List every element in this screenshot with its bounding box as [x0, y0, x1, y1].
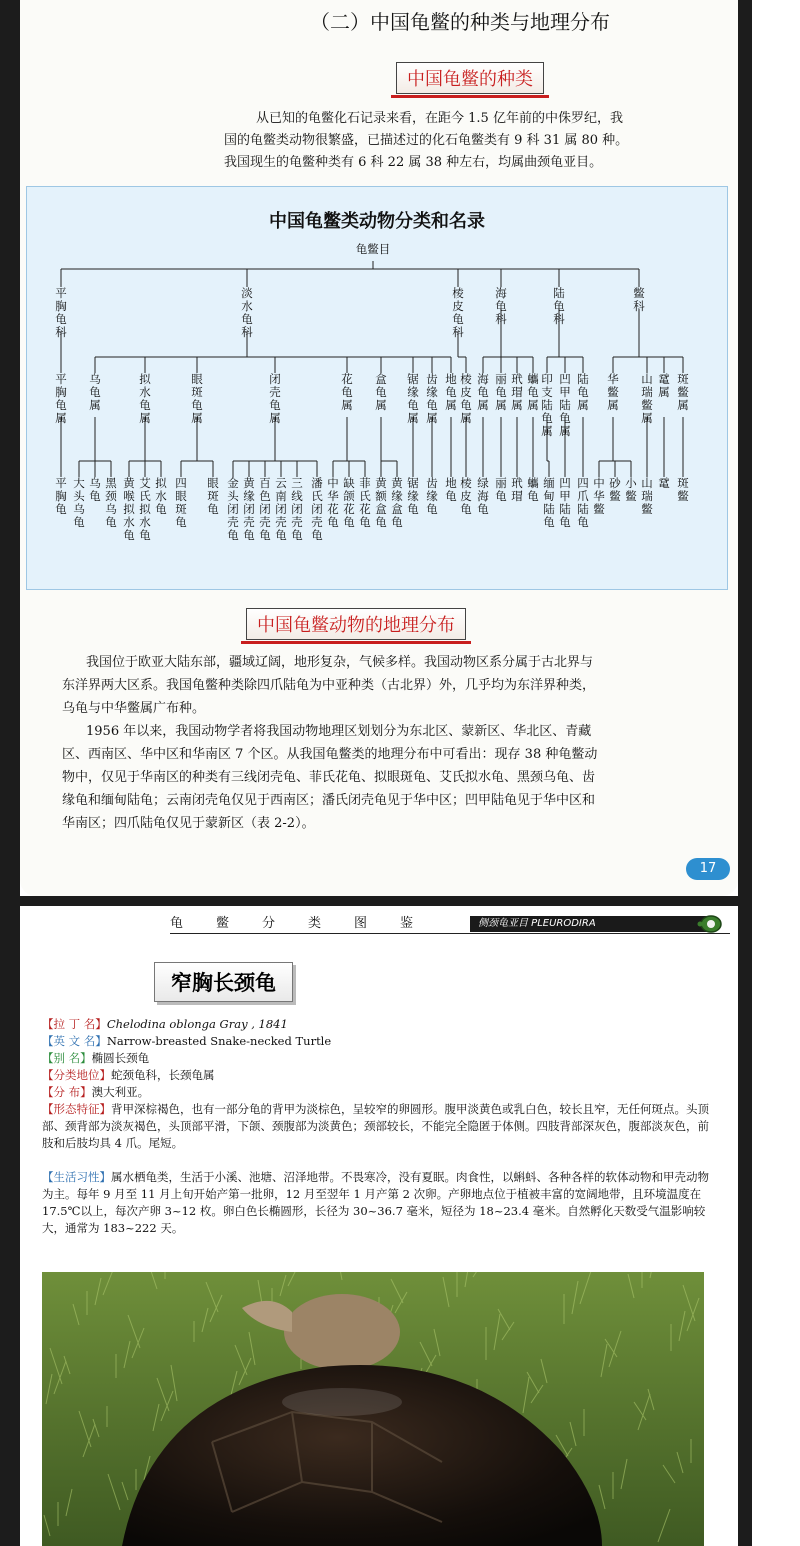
genus-label: 华鳖属 — [607, 372, 619, 412]
genus-label: 锯缘龟属 — [407, 372, 419, 425]
book-page-species — [20, 906, 738, 1546]
heading-geo: 中国龟鳖动物的地理分布 — [246, 608, 466, 640]
species-label: 黄喉拟水龟 — [123, 476, 135, 542]
species-label: 云南闭壳龟 — [275, 476, 287, 542]
genus-label: 乌龟属 — [89, 372, 101, 412]
running-head-rule — [170, 933, 730, 934]
species-label: 砂鳖 — [609, 476, 621, 503]
geo-line: 我国位于欧亚大陆东部，疆域辽阔，地形复杂，气候多样。我国动物区系分属于古北界与 — [86, 655, 594, 670]
genus-label: 斑鳖属 — [677, 372, 689, 412]
genus-label: 盒龟属 — [375, 372, 387, 412]
geo-line: 区、西南区、华中区和华南区 7 个区。从我国龟鳖类的地理分布中可看出：现存 38 种龟鳖动 — [62, 747, 598, 762]
species-label: 三线闭壳龟 — [291, 476, 303, 542]
genus-label: 陆龟属 — [577, 372, 589, 412]
species-label: 山瑞鳖 — [641, 476, 653, 516]
genus-label: 拟水龟属 — [139, 372, 151, 425]
info-field-key: 【分 布】 — [42, 1085, 92, 1099]
species-label: 大头乌龟 — [73, 476, 85, 529]
info-field-value: Narrow-breasted Snake-necked Turtle — [106, 1034, 332, 1048]
genus-label: 鼋属 — [658, 372, 670, 399]
page-gap — [0, 896, 752, 906]
info-field-value: 背甲深棕褐色，也有一部分龟的背甲为淡棕色，呈较窄的卵圆形。腹甲淡黄色或乳白色，较长且窄，无任何斑点。头顶部、颈背部为淡灰褐色，头顶部平滑，下颌、颈腹部为淡黄色；颈部较长，不能完全隐匿于体侧。四肢背部深灰色，腹部淡灰色，前肢和后肢均具 4 爪。尾短。 — [42, 1102, 709, 1150]
info-field-key: 【分类地位】 — [42, 1068, 111, 1082]
genus-label: 花龟属 — [341, 372, 353, 412]
info-field — [42, 1084, 712, 1101]
family-label: 平胸龟科 — [55, 286, 67, 339]
species-label: 拟水龟 — [155, 476, 167, 516]
info-field — [42, 1016, 712, 1033]
species-label: 中华鳖 — [593, 476, 605, 516]
species-label: 凹甲陆龟 — [559, 476, 571, 529]
genus-label: 齿缘龟属 — [426, 372, 438, 425]
family-label: 棱皮龟科 — [452, 286, 464, 339]
genus-label: 印支陆龟属 — [541, 372, 553, 438]
species-label: 黄缘盒龟 — [391, 476, 403, 529]
running-header — [20, 910, 738, 938]
family-label: 海龟科 — [495, 286, 507, 326]
info-field-value: 属水栖龟类，生活于小溪、池塘、沼泽地带。不畏寒冷，没有夏眠。肉食性，以蝌蚪、各种各样的软体动物和甲壳动物为主。每年 9 月至 11 月上旬开始产第一批卵，12 月至翌年 1 月产第 2 次卵。产卵地点位于植被丰富的宽阔地带，且环境温度在 17.5℃以上，每次产卵 3~12 枚。卵白色长椭圆形，长径为 30~36.7 毫米，短径为 18~23.4 毫米。自然孵化天数受气温影响较大，通常为 183~222 天。 — [42, 1170, 709, 1235]
geo-line: 物中，仅见于华南区的种类有三线闭壳龟、菲氏花龟、拟眼斑龟、艾氏拟水龟、黑颈乌龟、齿 — [62, 770, 596, 785]
info-field-value: 澳大利亚。 — [91, 1085, 150, 1099]
species-label: 百色闭壳龟 — [259, 476, 271, 542]
species-label: 玳瑁 — [511, 476, 523, 503]
geo-line: 东洋界两大区系。我国龟鳖种类除四爪陆龟为中亚种类（古北界）外，几乎均为东洋界种类， — [62, 678, 596, 693]
family-label: 陆龟科 — [553, 286, 565, 326]
species-label: 菲氏花龟 — [359, 476, 371, 529]
tree-root: 龟鳖目 — [355, 242, 391, 256]
species-label: 鼋 — [658, 476, 670, 490]
genus-label: 棱皮龟属 — [460, 372, 472, 425]
info-field-value: Chelodina oblonga Gray , 1841 — [106, 1017, 288, 1031]
turtle-photo — [42, 1272, 704, 1546]
geo-line: 华南区；四爪陆龟仅见于蒙新区（表 2-2）。 — [62, 816, 315, 831]
species-label: 丽龟 — [495, 476, 507, 503]
section-title: （二）中国龟鳖的种类与地理分布 — [310, 10, 610, 34]
species-label: 中华花龟 — [327, 476, 339, 529]
turtle-photo-image — [42, 1272, 704, 1546]
geo-line: 乌龟与中华鳖属广布种。 — [62, 701, 206, 716]
family-label: 鳖科 — [633, 286, 645, 313]
info-field — [42, 1050, 712, 1067]
species-label: 锯缘龟 — [407, 476, 419, 516]
species-label: 乌龟 — [89, 476, 101, 503]
info-field-key: 【拉 丁 名】 — [42, 1017, 107, 1031]
heading-species: 中国龟鳖的种类 — [396, 62, 544, 94]
info-field-key: 【生活习性】 — [42, 1170, 111, 1184]
species-label: 四眼斑龟 — [175, 476, 187, 529]
running-head-title: 龟鳖分类图鉴 — [170, 916, 447, 931]
intro-line: 从已知的龟鳖化石记录来看，在距今 1.5 亿年前的中侏罗纪，我 — [256, 111, 623, 126]
species-label: 蠵龟 — [527, 476, 539, 503]
species-label: 缺颌花龟 — [343, 476, 355, 529]
genus-label: 地龟属 — [445, 372, 457, 412]
species-label: 艾氏拟水龟 — [139, 476, 151, 542]
species-label: 黄额盒龟 — [375, 476, 387, 529]
info-field — [42, 1033, 712, 1050]
species-label: 地龟 — [445, 476, 457, 503]
genus-label: 蠵龟属 — [527, 372, 539, 412]
book-spine-right — [738, 0, 752, 1546]
info-field — [42, 1067, 712, 1084]
species-title: 窄胸长颈龟 — [154, 962, 293, 1002]
geo-line: 缘龟和缅甸陆龟；云南闭壳龟仅见于西南区；潘氏闭壳龟见于华中区；凹甲陆龟见于华中区和 — [62, 793, 596, 808]
species-label: 斑鳖 — [677, 476, 689, 503]
species-label: 四爪陆龟 — [577, 476, 589, 529]
intro-line: 国的龟鳖类动物很繁盛，已描述过的化石龟鳖类有 9 科 31 属 80 种。 — [224, 133, 629, 148]
species-label: 绿海龟 — [477, 476, 489, 516]
genus-label: 闭壳龟属 — [269, 372, 281, 425]
genus-label: 山瑞鳖属 — [641, 372, 653, 425]
genus-label: 凹甲陆龟属 — [559, 372, 571, 438]
species-label: 潘氏闭壳龟 — [311, 476, 323, 542]
species-label: 齿缘龟 — [426, 476, 438, 516]
genus-label: 平胸龟属 — [55, 372, 67, 425]
info-field-key: 【英 文 名】 — [42, 1034, 107, 1048]
species-label: 平胸龟 — [55, 476, 67, 516]
genus-label: 玳瑁属 — [511, 372, 523, 412]
family-label: 淡水龟科 — [241, 286, 253, 339]
species-label: 金头闭壳龟 — [227, 476, 239, 542]
info-field-key: 【形态特征】 — [42, 1102, 111, 1116]
geo-line: 1956 年以来，我国动物学者将我国动物地理区划划分为东北区、蒙新区、华北区、青藏 — [86, 724, 592, 739]
intro-line: 我国现生的龟鳖种类有 6 科 22 属 38 种左右，均属曲颈龟亚目。 — [224, 155, 603, 170]
genus-label: 海龟属 — [477, 372, 489, 412]
species-label: 眼斑龟 — [207, 476, 219, 516]
info-field-value: 椭圆长颈龟 — [91, 1051, 150, 1065]
page-number-badge: 17 — [686, 858, 730, 880]
species-label: 小鳖 — [625, 476, 637, 503]
genus-label: 眼斑龟属 — [191, 372, 203, 425]
info-field — [42, 1169, 712, 1237]
book-page-17 — [20, 0, 738, 896]
info-field-value: 蛇颈龟科，长颈龟属 — [111, 1068, 215, 1082]
species-label: 缅甸陆龟 — [543, 476, 555, 529]
info-field — [42, 1101, 712, 1152]
genus-label: 丽龟属 — [495, 372, 507, 412]
species-label: 黄缘闭壳龟 — [243, 476, 255, 542]
info-field-key: 【别 名】 — [42, 1051, 92, 1065]
running-head-tag: 侧颈龟亚目 PLEURODIRA — [470, 916, 708, 932]
taxonomy-tree-panel — [26, 186, 728, 590]
book-spine-left — [0, 0, 20, 1546]
species-label: 棱皮龟 — [460, 476, 472, 516]
tree-title: 中国龟鳖类动物分类和名录 — [269, 211, 485, 232]
species-label: 黑颈乌龟 — [105, 476, 117, 529]
